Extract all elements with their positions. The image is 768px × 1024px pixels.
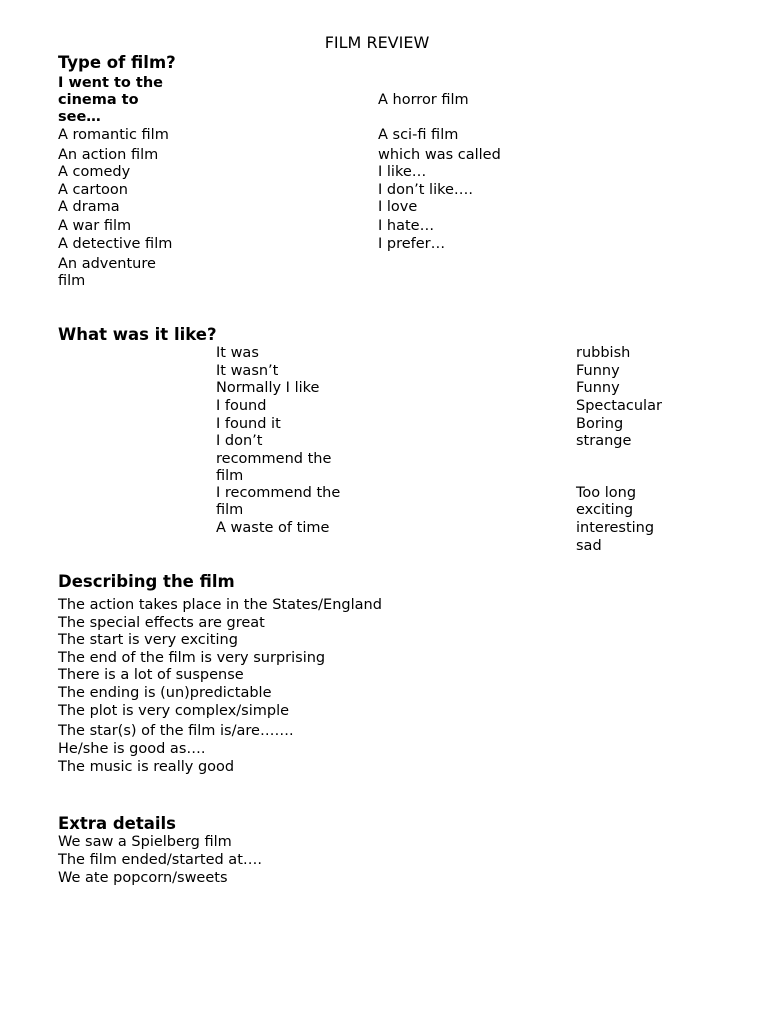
phrase-item: It wasn’t [216, 363, 279, 379]
section-heading-describing-the-film: Describing the film [58, 572, 235, 591]
film-type-item: A horror film [378, 92, 469, 108]
description-line: The end of the film is very surprising [58, 650, 326, 666]
film-type-item: A war film [58, 218, 132, 234]
adjective-item: interesting [576, 520, 655, 536]
film-type-item: An adventure [58, 256, 156, 272]
phrase-item: recommend the [216, 451, 332, 467]
adjective-item: Too long [576, 485, 637, 501]
phrase-item: It was [216, 345, 259, 361]
film-type-item: A cartoon [58, 182, 128, 198]
adjective-item: Spectacular [576, 398, 662, 414]
intro-line: I went to the [58, 75, 164, 91]
adjective-item: Funny [576, 380, 620, 396]
section-heading-type-of-film: Type of film? [58, 53, 176, 72]
adjective-item: Funny [576, 363, 620, 379]
phrase-item: I found [216, 398, 267, 414]
phrase-item: I love [378, 199, 418, 215]
adjective-item: strange [576, 433, 632, 449]
film-type-item: A detective film [58, 236, 173, 252]
description-line: The plot is very complex/simple [58, 703, 290, 719]
extra-detail-line: We ate popcorn/sweets [58, 870, 228, 886]
description-line: The special effects are great [58, 615, 265, 631]
film-type-item: film [58, 273, 86, 289]
description-line: There is a lot of suspense [58, 667, 244, 683]
film-type-item: A romantic film [58, 127, 169, 143]
phrase-item: I recommend the [216, 485, 341, 501]
description-line: He/she is good as…. [58, 741, 206, 757]
phrase-item: I don’t like…. [378, 182, 474, 198]
film-type-item: A comedy [58, 164, 131, 180]
phrase-item: I found it [216, 416, 281, 432]
phrase-item: I don’t [216, 433, 263, 449]
extra-detail-line: The film ended/started at…. [58, 852, 262, 868]
description-line: The star(s) of the film is/are……. [58, 723, 294, 739]
phrase-item: which was called [378, 147, 501, 163]
phrase-item: A waste of time [216, 520, 330, 536]
description-line: The ending is (un)predictable [58, 685, 272, 701]
intro-line: see… [58, 109, 101, 125]
film-type-item: An action film [58, 147, 159, 163]
film-type-item: A drama [58, 199, 120, 215]
phrase-item: I hate… [378, 218, 435, 234]
adjective-item: sad [576, 538, 602, 554]
page-title: FILM REVIEW [324, 33, 430, 52]
phrase-item: film [216, 468, 244, 484]
phrase-item: I prefer… [378, 236, 446, 252]
description-line: The action takes place in the States/England [58, 597, 382, 613]
section-heading-extra-details: Extra details [58, 814, 176, 833]
phrase-item: I like… [378, 164, 427, 180]
adjective-item: exciting [576, 502, 634, 518]
phrase-item: Normally I like [216, 380, 320, 396]
adjective-item: Boring [576, 416, 624, 432]
intro-line: cinema to [58, 92, 139, 108]
film-type-item: A sci-fi film [378, 127, 459, 143]
section-heading-what-was-it-like: What was it like? [58, 325, 217, 344]
description-line: The music is really good [58, 759, 235, 775]
extra-detail-line: We saw a Spielberg film [58, 834, 232, 850]
phrase-item: film [216, 502, 244, 518]
description-line: The start is very exciting [58, 632, 238, 648]
adjective-item: rubbish [576, 345, 631, 361]
